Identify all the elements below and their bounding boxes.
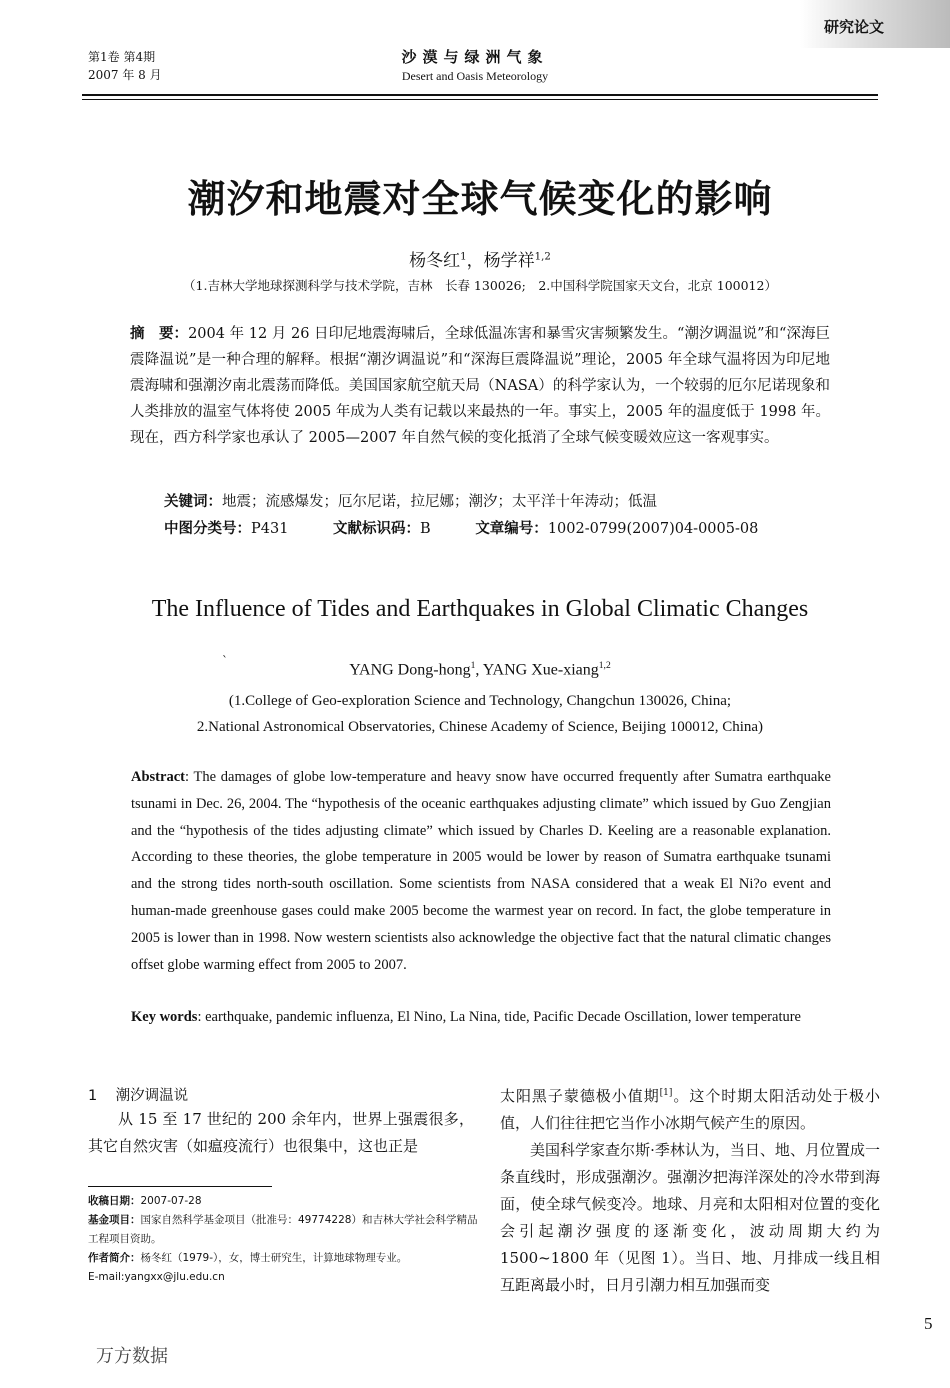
stray-mark: `	[222, 654, 228, 668]
issue-date: 2007 年 8 月	[88, 68, 162, 82]
journal-name-en: Desert and Oasis Meteorology	[401, 69, 549, 83]
doc-code-value: B	[420, 521, 431, 537]
author-separator: ，	[466, 251, 484, 271]
author-name-en: YANG Dong-hong	[349, 661, 471, 679]
page-number: 5	[924, 1314, 933, 1333]
author-affil-sup-en: 1,2	[598, 660, 611, 671]
footnote-rule	[88, 1186, 272, 1187]
authors-en	[0, 660, 950, 679]
issue-info	[88, 48, 162, 84]
journal-header	[320, 46, 630, 84]
author-affil-sup-en: 1	[470, 660, 476, 671]
keywords-cn	[164, 490, 657, 511]
fund-label: 基金项目：	[88, 1214, 141, 1226]
keywords-en-text: : earthquake, pandemic influenza, El Nino, La Nina, tide, Pacific Decade Oscillation, lower temperature	[197, 1009, 801, 1025]
abstract-cn-label: 摘 要：	[130, 326, 189, 342]
abstract-cn-text: 2004 年 12 月 26 日印尼地震海啸后，全球低温冻害和暴雪灾害频繁发生。“潮汐调温说”和“深海巨震降温说”是一种合理的解释。根据“潮汐调温说”和“深海巨震降温说”理论，2005 年全球气温将因为印尼地震海啸和强潮汐南北震荡而降低。美国国家航空航天局（NASA）的科学家认为，一个较弱的厄尔尼诺现象和人类排放的温室气体将使 2005 年成为人类有记载以来最热的一年。事实上，2005 年的温度低于 1998 年。现在，西方科学家也承认了 2005—2007 年自然气候的变化抵消了全球气候变暖效应这一客观事实。	[130, 326, 830, 446]
abstract-en-text: : The damages of globe low-temperature and heavy snow have occurred frequently after Sumatra earthquake tsunami in Dec. 26, 2004. The “hypothesis of the oceanic earthquakes adjusting climate” which issued by Guo Zengjian and the “hypothesis of the tides adjusting climate” which issued by Charles D. Keeling are a reasonable explanation. According to these theories, the globe temperature in 2005 would be lower by reason of Sumatra earthquake tsunami and the strong tides north-south oscillation. Some scientists from NASA considered that a weak El Ni?o event and human-made greenhouse gases could make 2005 become the warmest year on record. In fact, the globe temperature in 2005 is lower than in 1998. Now western scientists also acknowledge the objective fact that the natural climatic changes offset globe warming effect from 2005 to 2007.	[131, 769, 831, 973]
affiliation-en-line1: (1.College of Geo-exploration Science and Technology, Changchun 130026, China;	[228, 693, 732, 709]
received-label: 收稿日期：	[88, 1195, 141, 1207]
keywords-cn-label: 关键词：	[164, 494, 222, 510]
author-name-en: YANG Xue-xiang	[482, 661, 599, 679]
section-title: 潮汐调温说	[115, 1088, 189, 1104]
affiliation-en-line2: 2.National Astronomical Observatories, Chinese Academy of Science, Beijing 100012, China)	[196, 719, 764, 735]
keywords-en-label: Key words	[131, 1009, 198, 1025]
journal-name-cn: 沙漠与绿洲气象	[401, 48, 549, 66]
section-label: 研究论文	[823, 18, 884, 36]
author-email: E-mail:yangxx@jlu.edu.cn	[88, 1271, 225, 1283]
keywords-en	[131, 1004, 831, 1031]
watermark: 万方数据	[96, 1346, 168, 1367]
paragraph: 美国科学家查尔斯·季林认为，当日、地、月位置成一条直线时，形成强潮汐。强潮汐把海洋深处的冷水带到海面，使全球气候变冷。地球、月亮和太阳相对位置的变化会引起潮汐强度的逐渐变化，波动周期大约为 1500~1800 年（见图 1）。当日、地、月排成一线且相互距离最小时，日月引潮力相互加强而变	[500, 1141, 880, 1294]
affiliation-en	[0, 688, 950, 740]
author-name: 杨冬红	[409, 251, 461, 271]
title-cn: 潮汐和地震对全球气候变化的影响	[187, 176, 773, 221]
fund-text: 国家自然科学基金项目（批准号：49774228）和吉林大学社会科学精品工程项目资助。	[88, 1214, 478, 1245]
abstract-en-label: Abstract	[131, 769, 185, 785]
doc-code-label: 文献标识码：	[333, 521, 421, 537]
clc-label: 中图分类号：	[164, 521, 251, 537]
section-number: 1	[88, 1088, 98, 1104]
abstract-en	[131, 764, 831, 978]
article-no-value: 1002-0799(2007)04-0005-08	[547, 521, 759, 537]
affiliation-cn: （1.吉林大学地球探测科学与技术学院，吉林 长春 130026; 2.中国科学院国家天文台，北京 100012）	[183, 278, 777, 293]
header-rule-thick	[82, 94, 878, 96]
author-bio-label: 作者简介：	[88, 1252, 141, 1264]
body-left-column: 从 15 至 17 世纪的 200 余年内，世界上强震很多，其它自然灾害（如瘟疫流行）也很集中，这也正是	[88, 1110, 474, 1155]
author-name: 杨学祥	[483, 251, 535, 271]
received-date: 2007-07-28	[140, 1195, 202, 1207]
body-right-column	[500, 1080, 880, 1299]
title-en: The Influence of Tides and Earthquakes in Global Climatic Changes	[151, 596, 809, 622]
author-affil-sup: 1	[460, 251, 467, 263]
volume-issue: 第1卷 第4期	[88, 50, 156, 64]
paragraph: 太阳黑子蒙德极小值期[1]。这个时期太阳活动处于极小值，人们往往把它当作小冰期气候产生的原因。	[500, 1087, 880, 1132]
article-no-label: 文章编号：	[475, 521, 548, 537]
header-rule-thin	[82, 99, 878, 100]
clc-value: P431	[251, 521, 289, 537]
authors-cn	[0, 246, 950, 271]
keywords-cn-text: 地震；流感爆发；厄尔尼诺，拉尼娜；潮汐；太平洋十年涛动；低温	[222, 494, 657, 510]
citation: [1]	[659, 1088, 673, 1098]
footnotes	[88, 1192, 480, 1287]
section-heading	[88, 1084, 188, 1105]
author-separator-en: ,	[475, 661, 483, 679]
author-affil-sup: 1,2	[534, 251, 551, 263]
author-bio-text: 杨冬红（1979-），女，博士研究生，计算地球物理专业。	[140, 1252, 408, 1264]
classification-row	[164, 517, 844, 538]
abstract-cn	[130, 321, 830, 451]
